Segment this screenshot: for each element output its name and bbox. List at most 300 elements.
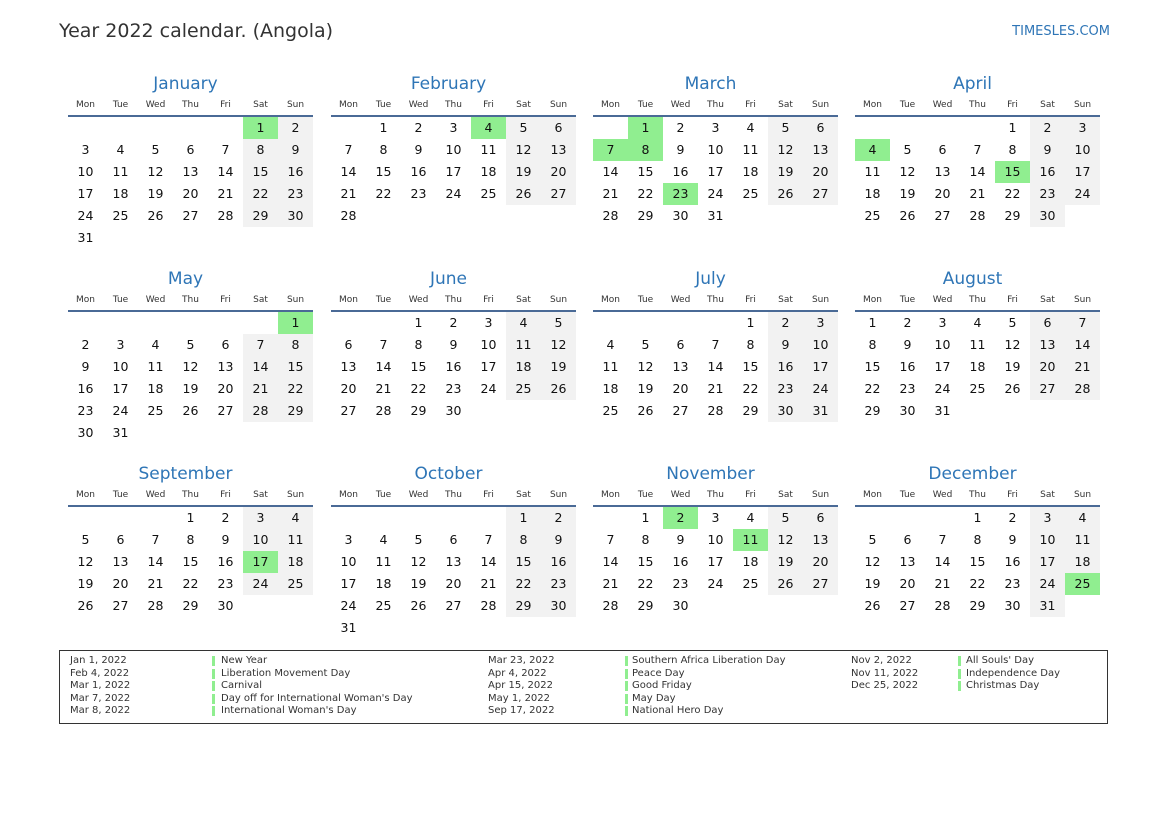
empty-day-cell [506,205,541,227]
day-cell: 19 [864,576,881,591]
day-cell: 2 [903,315,912,330]
weekday-label: Sat [516,490,531,500]
day-cell: 15 [637,554,654,569]
weekday-label: Mon [863,100,882,110]
weekend-day-cell: 11 [1065,529,1100,551]
day-cell: 9 [676,532,685,547]
day-cell: 1 [868,315,877,330]
weekday-label: Sun [1073,490,1092,500]
weekend-day-cell: 5 [768,507,803,529]
weekday-label: Sat [516,100,531,110]
weekday-label: Fri [220,100,231,110]
holiday-day-cell: 17 [243,551,278,573]
month-may [68,268,313,444]
day-cell: 15 [375,164,392,179]
weekend-day-cell: 5 [506,117,541,139]
day-cell: 18 [742,164,759,179]
weekend-day-cell: 30 [541,595,576,617]
day-cell: 6 [449,532,458,547]
day-cell: 24 [340,598,357,613]
day-cell: 22 [969,576,986,591]
day-cell: 5 [81,532,90,547]
weekend-day-cell: 19 [506,161,541,183]
weekend-day-cell: 9 [1030,139,1065,161]
day-cell: 30 [672,598,689,613]
holiday-date: Nov 2, 2022 [851,655,912,666]
day-cell: 25 [147,403,164,418]
day-cell: 26 [182,403,199,418]
weekday-label: Tue [637,490,654,500]
weekend-day-cell: 15 [506,551,541,573]
week-row [331,334,576,356]
day-cell: 26 [899,208,916,223]
weekend-day-cell: 18 [506,356,541,378]
day-cell: 26 [77,598,94,613]
holiday-marker [625,706,628,716]
month-name: December [928,464,1017,484]
weekend-day-cell: 25 [278,573,313,595]
weekend-day-cell: 3 [243,507,278,529]
day-cell: 9 [676,142,685,157]
day-cell: 9 [414,142,423,157]
week-row [855,507,1100,529]
weekend-day-cell: 4 [506,312,541,334]
week-row [593,183,838,205]
weekend-day-cell: 16 [1030,161,1065,183]
day-cell: 12 [637,359,654,374]
empty-day-cell [103,117,138,139]
weekday-label: Sun [286,490,305,500]
weekend-day-cell: 17 [1030,551,1065,573]
empty-day-cell [401,617,436,639]
weekday-header [331,485,576,507]
weekday-label: Wed [145,295,166,305]
day-cell: 7 [484,532,493,547]
day-cell: 1 [1008,120,1017,135]
day-cell: 11 [602,359,619,374]
day-cell: 25 [864,208,881,223]
weekday-label: Fri [483,490,494,500]
day-cell: 24 [480,381,497,396]
empty-day-cell [960,400,995,422]
week-row [331,117,576,139]
day-cell: 31 [707,208,724,223]
week-row [855,551,1100,573]
day-cell: 27 [182,208,199,223]
week-row [68,573,313,595]
weekend-day-cell: 13 [1030,334,1065,356]
holiday-marker [212,694,215,704]
day-cell: 28 [969,208,986,223]
empty-day-cell [278,595,313,617]
day-cell: 11 [969,337,986,352]
day-cell: 23 [445,381,462,396]
weekend-day-cell: 2 [1030,117,1065,139]
day-cell: 1 [973,510,982,525]
weekend-day-cell: 24 [1030,573,1065,595]
weekday-label: Thu [969,490,986,500]
weekday-label: Thu [182,100,199,110]
day-cell: 10 [934,337,951,352]
week-row [593,312,838,334]
day-cell: 16 [1004,554,1021,569]
day-cell: 30 [217,598,234,613]
day-cell: 22 [1004,186,1021,201]
empty-day-cell [103,227,138,249]
empty-day-cell [243,312,278,334]
weekend-day-cell: 26 [506,183,541,205]
weekday-label: Tue [637,100,654,110]
day-cell: 13 [112,554,129,569]
weekend-day-cell: 19 [768,551,803,573]
week-row [68,161,313,183]
day-cell: 16 [410,164,427,179]
day-cell: 15 [182,554,199,569]
weekday-label: Tue [112,100,129,110]
day-cell: 18 [864,186,881,201]
weekend-day-cell: 13 [541,139,576,161]
day-cell: 22 [637,186,654,201]
week-row [331,356,576,378]
weekend-day-cell: 22 [506,573,541,595]
empty-day-cell [593,117,628,139]
empty-day-cell [208,422,243,444]
weekend-day-cell: 4 [1065,507,1100,529]
day-cell: 2 [221,510,230,525]
weekday-label: Tue [899,295,916,305]
day-cell: 24 [445,186,462,201]
day-cell: 29 [1004,208,1021,223]
day-cell: 15 [969,554,986,569]
day-cell: 8 [1008,142,1017,157]
day-cell: 14 [602,554,619,569]
week-row [593,551,838,573]
weekend-day-cell: 9 [768,334,803,356]
weekday-label: Wed [670,100,691,110]
day-cell: 7 [938,532,947,547]
holiday-name: Christmas Day [966,680,1040,692]
day-cell: 28 [217,208,234,223]
week-row [331,312,576,334]
weekend-day-cell: 19 [541,356,576,378]
weekend-day-cell: 17 [1065,161,1100,183]
day-cell: 8 [379,142,388,157]
weekend-day-cell: 2 [768,312,803,334]
month-name: October [414,464,483,484]
month-november [593,463,838,617]
empty-day-cell [366,617,401,639]
day-cell: 3 [711,120,720,135]
holiday-marker [625,656,628,666]
empty-day-cell [855,507,890,529]
week-row [593,529,838,551]
holiday-name: International Woman's Day [221,705,357,717]
day-cell: 7 [151,532,160,547]
day-cell: 13 [899,554,916,569]
day-cell: 15 [637,164,654,179]
weekend-day-cell: 3 [1030,507,1065,529]
empty-day-cell [278,422,313,444]
week-row [855,161,1100,183]
weekday-label: Thu [182,490,199,500]
empty-day-cell [541,205,576,227]
empty-day-cell [471,400,506,422]
day-cell: 6 [676,337,685,352]
weekend-day-cell: 20 [1030,356,1065,378]
day-cell: 19 [77,576,94,591]
weekend-day-cell: 2 [541,507,576,529]
weekday-label: Sat [778,490,793,500]
week-row [68,227,313,249]
day-cell: 27 [112,598,129,613]
weekday-label: Tue [375,100,392,110]
day-cell: 17 [707,554,724,569]
holiday-date: Mar 7, 2022 [70,692,131,704]
weekday-label: Mon [601,490,620,500]
weekday-label: Tue [637,295,654,305]
day-cell: 6 [186,142,195,157]
weekend-day-cell: 8 [278,334,313,356]
day-cell: 4 [746,510,755,525]
week-row [593,356,838,378]
holiday-name: Good Friday [632,680,692,692]
day-cell: 29 [637,208,654,223]
week-row [68,595,313,617]
day-cell: 29 [410,403,427,418]
weekday-label: Thu [445,490,462,500]
day-cell: 19 [410,576,427,591]
holiday-marker [625,669,628,679]
week-row [593,139,838,161]
weekend-day-cell: 31 [1030,595,1065,617]
weekday-label: Fri [1007,490,1018,500]
day-cell: 24 [112,403,129,418]
week-row [855,378,1100,400]
day-cell: 13 [182,164,199,179]
empty-day-cell [138,422,173,444]
week-row [593,595,838,617]
day-cell: 11 [864,164,881,179]
day-cell: 12 [899,164,916,179]
empty-day-cell [803,205,838,227]
weekend-day-cell: 20 [803,161,838,183]
week-row [593,117,838,139]
day-cell: 25 [969,381,986,396]
weekday-header [593,95,838,117]
weekend-day-cell: 7 [1065,312,1100,334]
weekend-day-cell: 23 [541,573,576,595]
week-row [331,551,576,573]
weekend-day-cell: 28 [1065,378,1100,400]
week-row [68,551,313,573]
holiday-marker [958,656,961,666]
holiday-day-cell: 8 [628,139,663,161]
weekday-label: Wed [932,100,953,110]
month-january [68,73,313,249]
weekend-day-cell: 8 [243,139,278,161]
day-cell: 23 [899,381,916,396]
weekend-day-cell: 10 [243,529,278,551]
day-cell: 10 [340,554,357,569]
day-cell: 13 [217,359,234,374]
weekend-day-cell: 30 [1030,205,1065,227]
weekday-label: Fri [1007,100,1018,110]
empty-day-cell [698,595,733,617]
empty-day-cell [366,507,401,529]
empty-day-cell [541,400,576,422]
day-cell: 13 [340,359,357,374]
weekend-day-cell: 10 [803,334,838,356]
holiday-date: Nov 11, 2022 [851,667,919,679]
weekend-day-cell: 29 [506,595,541,617]
weekend-day-cell: 3 [1065,117,1100,139]
empty-day-cell [208,117,243,139]
weekday-header [68,95,313,117]
week-row [331,400,576,422]
empty-day-cell [925,117,960,139]
day-cell: 16 [899,359,916,374]
empty-day-cell [103,312,138,334]
weekday-label: Sun [549,100,568,110]
empty-day-cell [173,117,208,139]
holiday-date: Mar 8, 2022 [70,705,131,717]
weekend-day-cell: 26 [768,183,803,205]
day-cell: 14 [480,554,497,569]
weekday-header [855,95,1100,117]
day-cell: 8 [641,532,650,547]
weekend-day-cell: 26 [541,378,576,400]
weekday-label: Tue [112,490,129,500]
weekend-day-cell: 24 [243,573,278,595]
day-cell: 2 [1008,510,1017,525]
day-cell: 21 [340,186,357,201]
weekday-label: Mon [339,100,358,110]
day-cell: 23 [1004,576,1021,591]
month-name: July [695,269,726,289]
day-cell: 28 [934,598,951,613]
empty-day-cell [506,400,541,422]
day-cell: 17 [112,381,129,396]
empty-day-cell [995,400,1030,422]
week-row [855,595,1100,617]
day-cell: 3 [938,315,947,330]
weekend-day-cell: 27 [803,183,838,205]
weekend-day-cell: 29 [278,400,313,422]
week-row [855,139,1100,161]
empty-day-cell [243,422,278,444]
weekend-day-cell: 19 [768,161,803,183]
weekend-day-cell: 24 [803,378,838,400]
day-cell: 12 [77,554,94,569]
day-cell: 29 [742,403,759,418]
day-cell: 24 [707,186,724,201]
weekend-day-cell: 21 [1065,356,1100,378]
weekday-label: Wed [932,295,953,305]
weekday-label: Mon [601,100,620,110]
empty-day-cell [890,117,925,139]
weekday-label: Thu [445,295,462,305]
holiday-date: May 1, 2022 [488,692,551,704]
day-cell: 21 [480,576,497,591]
month-name: January [153,74,218,94]
empty-day-cell [698,312,733,334]
weekend-day-cell: 4 [278,507,313,529]
day-cell: 3 [116,337,125,352]
holiday-day-cell: 7 [593,139,628,161]
site-link[interactable]: TIMESLES.COM [1012,24,1110,39]
empty-day-cell [925,507,960,529]
weekday-label: Mon [863,490,882,500]
day-cell: 23 [77,403,94,418]
week-row [855,205,1100,227]
empty-day-cell [733,595,768,617]
day-cell: 10 [707,532,724,547]
day-cell: 12 [1004,337,1021,352]
day-cell: 27 [340,403,357,418]
month-december [855,463,1100,617]
empty-day-cell [366,312,401,334]
day-cell: 20 [445,576,462,591]
day-cell: 2 [676,120,685,135]
day-cell: 10 [445,142,462,157]
empty-day-cell [138,227,173,249]
weekday-label: Tue [375,295,392,305]
week-row [68,422,313,444]
month-october [331,463,576,639]
empty-day-cell [243,595,278,617]
empty-day-cell [173,312,208,334]
weekend-day-cell: 23 [768,378,803,400]
day-cell: 28 [602,598,619,613]
weekday-label: Fri [1007,295,1018,305]
empty-day-cell [593,312,628,334]
empty-day-cell [366,205,401,227]
holiday-name: Southern Africa Liberation Day [632,655,786,666]
day-cell: 7 [973,142,982,157]
weekend-day-cell: 6 [1030,312,1065,334]
day-cell: 14 [707,359,724,374]
day-cell: 20 [217,381,234,396]
weekday-label: Fri [220,295,231,305]
day-cell: 20 [899,576,916,591]
empty-day-cell [208,312,243,334]
weekend-day-cell: 21 [243,378,278,400]
holiday-day-cell: 1 [243,117,278,139]
empty-day-cell [331,507,366,529]
week-row [68,356,313,378]
holiday-name: Peace Day [632,667,685,679]
weekday-label: Fri [745,490,756,500]
week-row [68,117,313,139]
month-march [593,73,838,227]
day-cell: 18 [602,381,619,396]
day-cell: 29 [637,598,654,613]
week-row [68,205,313,227]
day-cell: 17 [445,164,462,179]
week-row [68,507,313,529]
empty-day-cell [331,312,366,334]
day-cell: 27 [934,208,951,223]
weekday-label: Sun [811,100,830,110]
day-cell: 16 [672,164,689,179]
day-cell: 26 [1004,381,1021,396]
holiday-date: Mar 1, 2022 [70,680,131,692]
day-cell: 31 [112,425,129,440]
holiday-day-cell: 2 [663,507,698,529]
weekday-header [331,290,576,312]
empty-day-cell [173,422,208,444]
day-cell: 20 [340,381,357,396]
